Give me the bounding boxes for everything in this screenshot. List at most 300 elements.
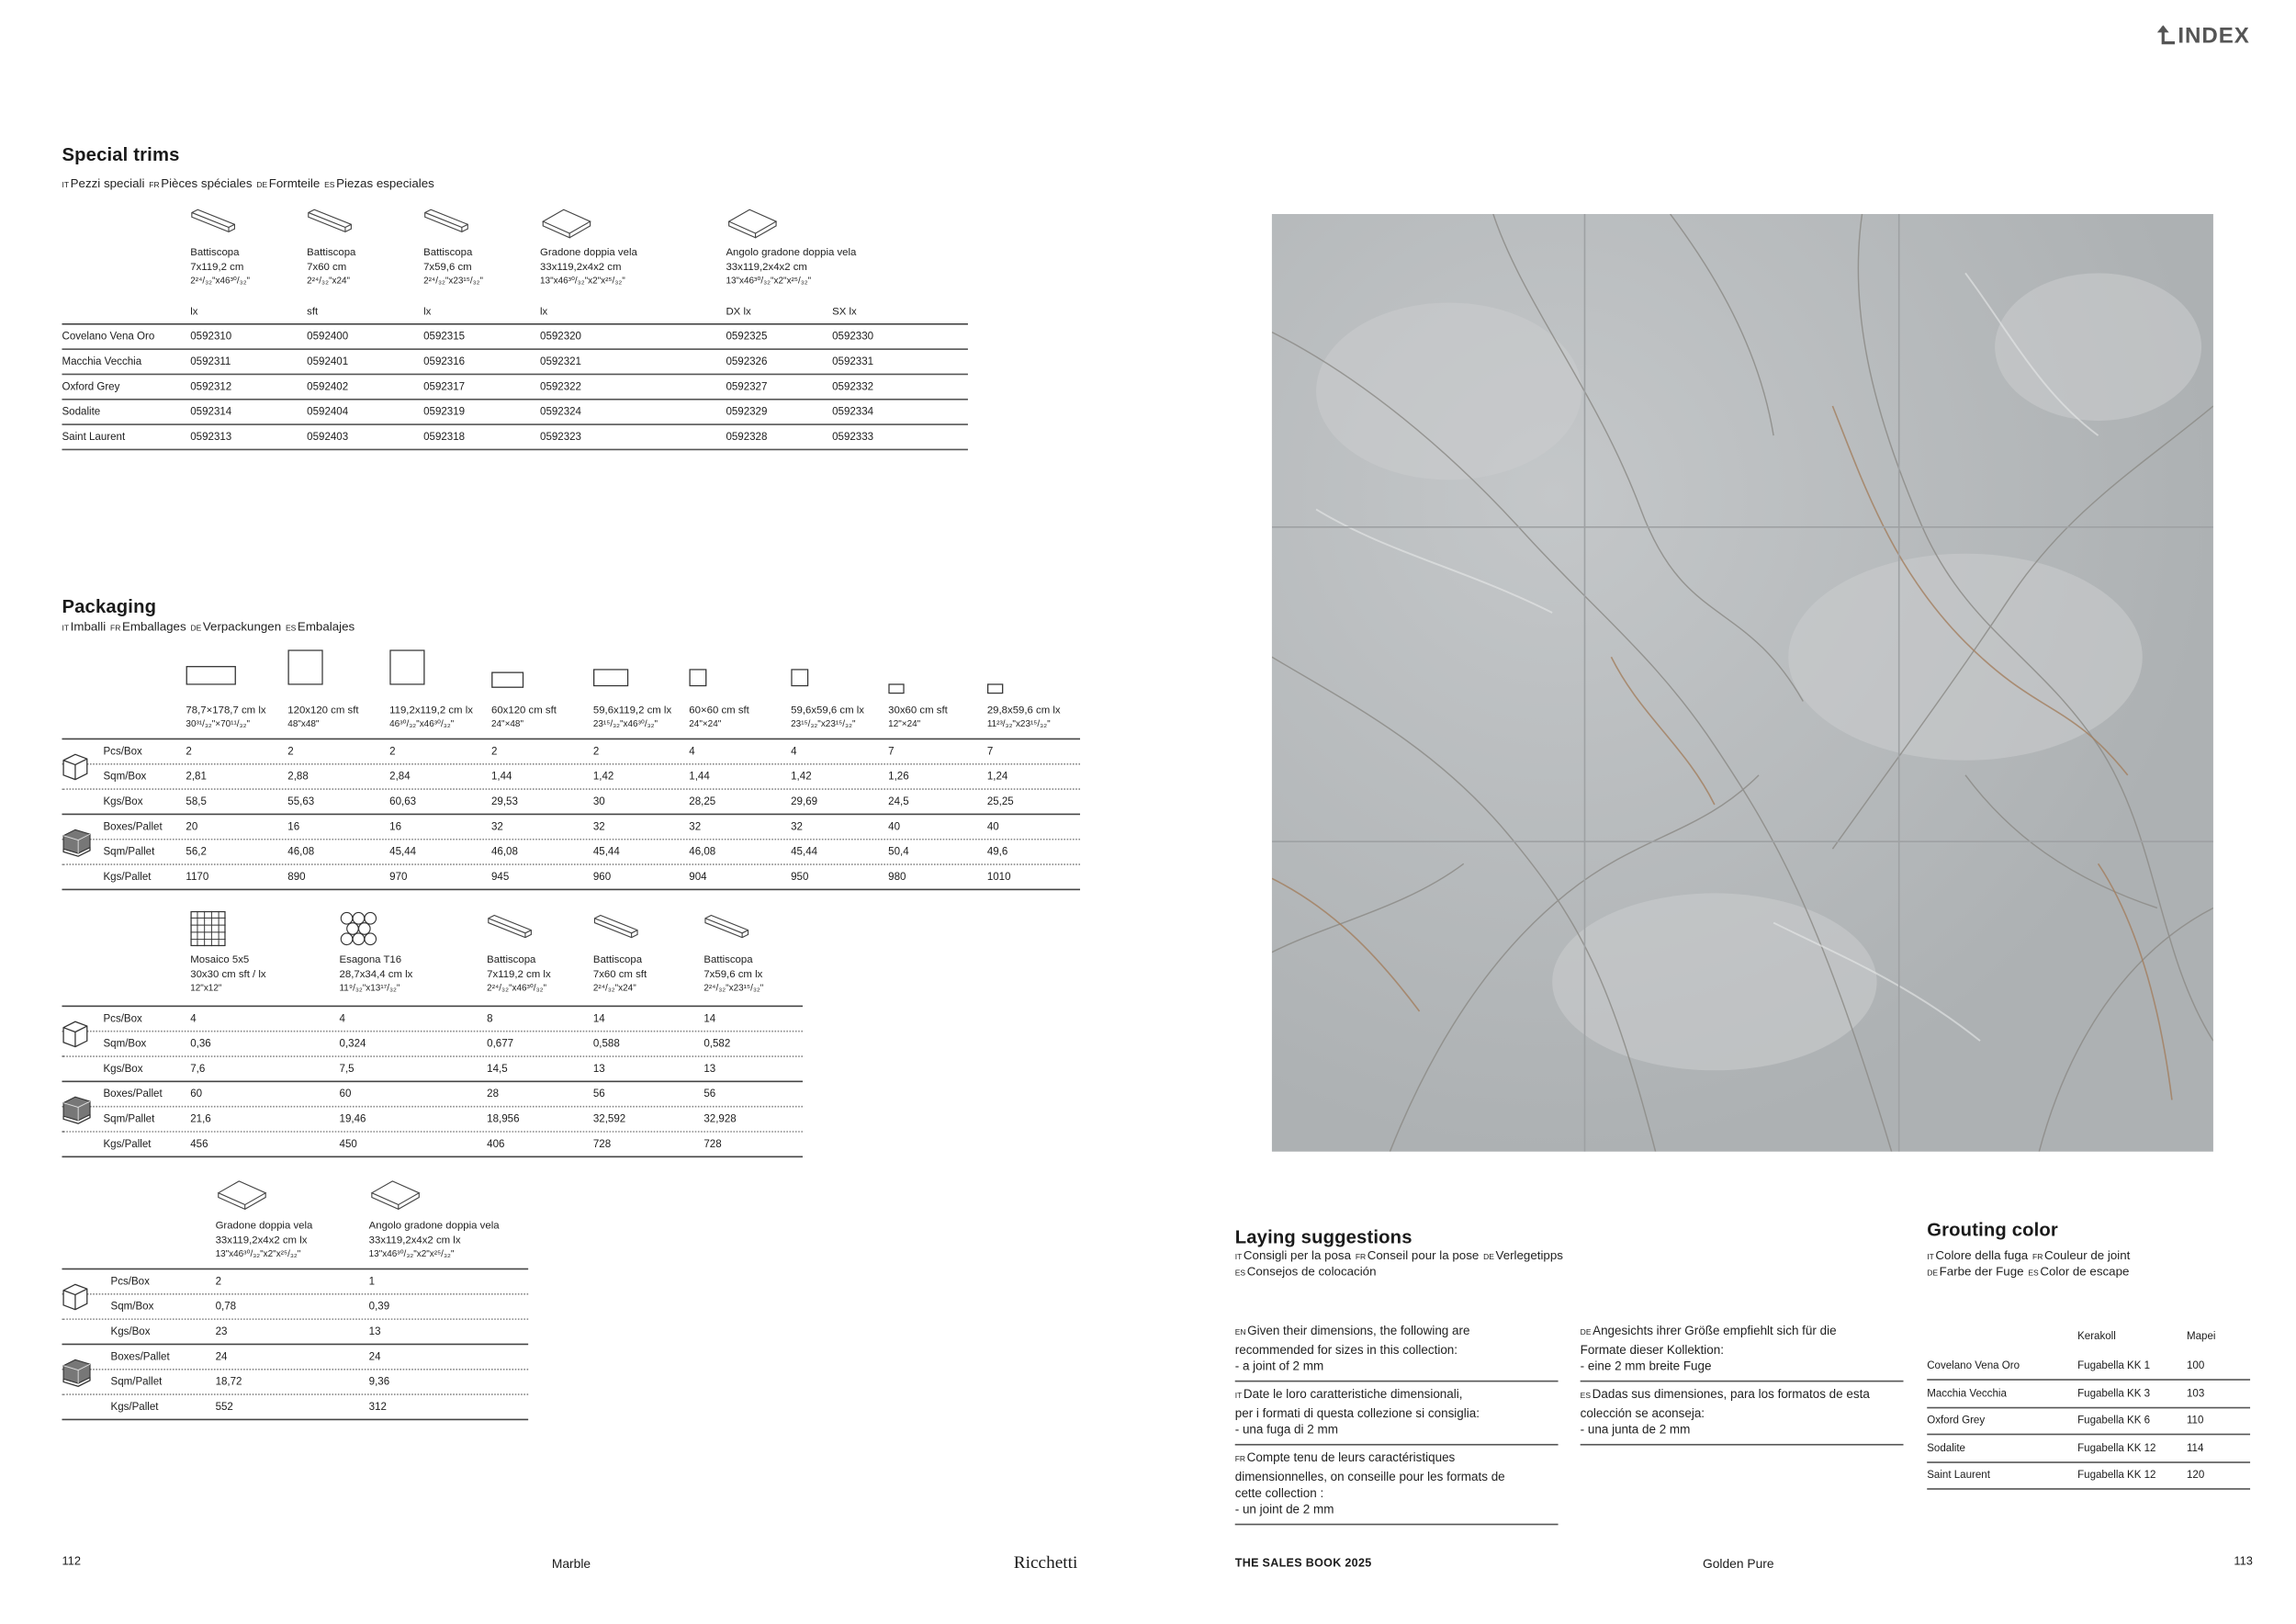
cell-value: 0,677: [487, 1036, 514, 1050]
box-icon: [62, 753, 88, 789]
laying-block: [1235, 1386, 1559, 1438]
trim-header: [307, 245, 355, 289]
row-label: Sqm/Pallet: [103, 844, 155, 858]
format-line: 29,8x59,6 cm lx: [986, 704, 1061, 716]
cell-value: 450: [339, 1136, 357, 1151]
cell-value: 8: [487, 1011, 493, 1025]
cell-value: 56,2: [186, 844, 207, 858]
laying-text: Compte tenu de leurs caractéristiques: [1246, 1449, 1456, 1465]
product-code: 0592316: [423, 354, 466, 368]
cell-value: 46,08: [689, 844, 716, 858]
table-rule: [62, 1156, 803, 1158]
trim-unit: sft: [307, 305, 319, 318]
laying-text: Angesichts ihrer Größe empfiehlt sich für die: [1593, 1323, 1837, 1338]
cell-value: 4: [339, 1011, 345, 1025]
grout-header: Mapei: [2186, 1328, 2216, 1343]
pallet-icon: [62, 829, 91, 865]
cell-value: 32: [490, 819, 503, 833]
step-icon: [726, 209, 779, 248]
format-line: 30x30 cm sft / lx: [190, 968, 266, 981]
format-line: 30x60 cm sft: [888, 704, 948, 716]
cell-value: 14: [592, 1011, 605, 1025]
cell-value: 7,6: [190, 1061, 206, 1076]
page-number-left: 112: [62, 1554, 81, 1568]
format-line: 120x120 cm sft: [287, 704, 359, 716]
row-label: Boxes/Pallet: [103, 1086, 163, 1100]
language-code: IT: [62, 624, 70, 634]
cell-value: 904: [689, 869, 707, 884]
trim-icon: [190, 209, 237, 242]
marble-texture: [1272, 214, 2213, 1152]
format-line: 2²⁴/₃₂"x23¹⁵/₃₂": [703, 983, 764, 994]
format-line: 46³⁰/₃₂"x46³⁰/₃₂": [389, 718, 455, 730]
trim-unit: lx: [190, 305, 198, 318]
page-number-right: 113: [2234, 1554, 2253, 1568]
grout-row: [1927, 1461, 2250, 1488]
trim-size-in: 13"x46³⁰/₃₂"x2"x²⁵/₃₂": [540, 276, 625, 287]
subtitle-text: Verlegetipps: [1495, 1247, 1563, 1263]
trim-name: Gradone doppia vela: [540, 246, 637, 259]
product-code: 0592334: [832, 404, 874, 418]
format-line: 23¹⁵/₃₂"x23¹⁵/₃₂": [791, 718, 856, 730]
product-code: 0592403: [307, 429, 349, 444]
cell-value: 56: [592, 1086, 605, 1100]
row-label: Macchia Vecchia: [62, 354, 142, 368]
trim-icon: [487, 914, 534, 948]
subtitle-text: Color de escape: [2040, 1263, 2130, 1279]
subtitle-text: Embalajes: [297, 618, 355, 634]
product-code: 0592325: [726, 329, 768, 343]
cell-value: 2,84: [389, 769, 411, 783]
cell-value: 29,69: [791, 794, 818, 808]
row-label: Pcs/Box: [103, 1011, 142, 1025]
row-label: Sqm/Box: [103, 1036, 147, 1050]
marble-surface-photo: [1272, 214, 2213, 1152]
row-label: Sqm/Pallet: [103, 1111, 155, 1125]
laying-rule: [1235, 1524, 1559, 1526]
format-line: Angolo gradone doppia vela: [368, 1219, 500, 1232]
row-label: Kgs/Pallet: [110, 1399, 159, 1414]
step-icon: [540, 209, 593, 248]
laying-line: [1235, 1502, 1559, 1518]
cell-value: 970: [389, 869, 408, 884]
cell-value: 16: [287, 819, 300, 833]
cell-value: 13: [368, 1324, 381, 1338]
laying-text: per i formati di questa collezione si consiglia:: [1234, 1405, 1480, 1421]
product-code: 0592329: [726, 404, 768, 418]
laying-line: [1581, 1405, 1904, 1422]
table-row: [62, 739, 1080, 763]
row-label: Kgs/Pallet: [103, 869, 152, 884]
grout-name: Saint Laurent: [1927, 1467, 1990, 1482]
cell-value: 45,44: [592, 844, 620, 858]
tile-format-icon: [791, 667, 808, 694]
format-line: Battiscopa: [592, 953, 643, 966]
trim-header: [726, 245, 856, 289]
cell-value: 1,42: [592, 769, 614, 783]
format-line: 24"×24": [689, 718, 722, 730]
language-code: DE: [1927, 1269, 1939, 1279]
cell-value: 13: [592, 1061, 605, 1076]
format-line: 78,7×178,7 cm lx: [186, 704, 266, 716]
language-code: DE: [190, 624, 202, 634]
trim-unit: SX lx: [832, 305, 857, 318]
language-code: DE: [1580, 1328, 1592, 1338]
packaging-subtitle: [62, 618, 355, 633]
trim-unit: lx: [540, 305, 548, 318]
tile-format-icon: [186, 666, 236, 693]
tile-format-icon: [689, 667, 706, 694]
grout-name: Covelano Vena Oro: [1927, 1358, 2020, 1372]
cell-value: 32: [689, 819, 702, 833]
cell-value: 46,08: [490, 844, 518, 858]
cell-value: 23: [215, 1324, 228, 1338]
format-header: [703, 953, 763, 997]
trim-header: [540, 245, 637, 289]
laying-rule: [1235, 1381, 1559, 1382]
laying-line: [1581, 1386, 1904, 1405]
trim-name: Battiscopa: [307, 246, 356, 259]
row-label: Sqm/Box: [110, 1299, 154, 1313]
laying-line: [1235, 1359, 1559, 1375]
mosaic-icon: [190, 911, 226, 954]
grout-kerakoll: Fugabella KK 12: [2077, 1439, 2156, 1454]
product-code: 0592311: [190, 354, 231, 368]
step-icon: [216, 1179, 269, 1219]
row-label: Kgs/Box: [103, 1061, 143, 1076]
laying-subtitle-1: [1235, 1247, 1563, 1262]
language-code: ES: [1234, 1269, 1246, 1279]
row-label: Sqm/Pallet: [110, 1374, 163, 1388]
language-code: DE: [1483, 1253, 1494, 1263]
format-header: [216, 1218, 313, 1262]
table-row: [62, 1131, 803, 1156]
cell-value: 13: [703, 1061, 716, 1076]
laying-subtitle-2: [1235, 1264, 1377, 1279]
cell-value: 14: [703, 1011, 716, 1025]
product-code: 0592313: [190, 429, 232, 444]
cell-value: 0,78: [215, 1299, 237, 1313]
cell-value: 60: [339, 1086, 352, 1100]
language-code: ES: [1580, 1392, 1592, 1402]
grout-name: Oxford Grey: [1927, 1413, 1986, 1427]
laying-line: [1235, 1485, 1559, 1502]
laying-text: - a joint of 2 mm: [1234, 1358, 1324, 1373]
format-line: 2²⁴/₃₂"x46³⁰/₃₂": [487, 983, 547, 994]
trim-header: [423, 245, 483, 289]
subtitle-text: Pièces spéciales: [161, 175, 253, 191]
language-code: ES: [285, 624, 297, 634]
pallet-icon: [62, 1359, 91, 1395]
box-icon: [62, 1021, 88, 1056]
cell-value: 14,5: [487, 1061, 508, 1076]
cell-value: 32: [592, 819, 605, 833]
cell-value: 1,26: [888, 769, 909, 783]
language-code: DE: [256, 181, 268, 191]
laying-rule: [1581, 1381, 1904, 1382]
laying-text: - una junta de 2 mm: [1580, 1421, 1691, 1437]
cell-value: 9,36: [368, 1374, 390, 1388]
grout-mapei: 110: [2186, 1413, 2204, 1427]
grout-row: [1927, 1434, 2250, 1460]
cell-value: 40: [986, 819, 999, 833]
format-header: [987, 703, 1061, 732]
format-header: [487, 953, 550, 997]
laying-text: recommended for sizes in this collection:: [1234, 1342, 1458, 1358]
product-code: 0592333: [832, 429, 874, 444]
format-line: 13"x46³⁰/₃₂"x2"x²⁵/₃₂": [215, 1248, 301, 1260]
tile-format-icon: [287, 649, 323, 693]
laying-block: [1235, 1323, 1559, 1374]
laying-line: [1235, 1449, 1559, 1469]
cell-value: 32,592: [592, 1111, 626, 1125]
cell-value: 7: [986, 744, 994, 758]
row-label: Boxes/Pallet: [110, 1349, 170, 1363]
table-rule: [62, 889, 1080, 891]
grout-name: Macchia Vecchia: [1927, 1385, 2007, 1399]
product-code: 0592331: [832, 354, 874, 368]
cell-value: 2: [215, 1274, 221, 1288]
laying-block: [1235, 1449, 1559, 1517]
laying-text: Given their dimensions, the following are: [1247, 1323, 1470, 1338]
row-label: Pcs/Box: [103, 744, 142, 758]
table-row: [62, 323, 967, 348]
trim-size-cm: 7x59,6 cm: [423, 261, 472, 274]
grouting-subtitle-2: [1927, 1264, 2129, 1279]
grout-name: Sodalite: [1927, 1439, 1965, 1454]
cell-value: 29,53: [490, 794, 518, 808]
format-line: 24"×48": [490, 718, 523, 730]
pallet-icon: [62, 1096, 91, 1133]
cell-value: 2: [389, 744, 396, 758]
cell-value: 1170: [186, 869, 209, 884]
format-line: 60×60 cm sft: [689, 704, 749, 716]
format-header: [689, 703, 749, 732]
cell-value: 2,81: [186, 769, 207, 783]
cell-value: 24,5: [888, 794, 909, 808]
product-code: 0592320: [540, 329, 581, 343]
laying-rule: [1235, 1444, 1559, 1446]
format-line: 11²³/₃₂"x23¹⁵/₃₂": [986, 718, 1051, 730]
table-rule: [1927, 1488, 2250, 1490]
index-arrow-icon: [2157, 25, 2175, 47]
format-header: [369, 1218, 500, 1262]
table-row: [62, 399, 967, 423]
product-code: 0592400: [307, 329, 349, 343]
subtitle-text: Verpackungen: [202, 618, 282, 634]
cell-value: 2: [592, 744, 600, 758]
trim-name: Battiscopa: [423, 246, 473, 259]
subtitle-text: Couleur de joint: [2043, 1247, 2131, 1263]
tile-format-icon: [389, 649, 425, 693]
laying-text: cette collection :: [1234, 1484, 1324, 1501]
trim-name: Angolo gradone doppia vela: [726, 246, 857, 259]
language-code: FR: [110, 624, 121, 634]
grout-header: Kerakoll: [2077, 1328, 2116, 1343]
laying-line: [1581, 1422, 1904, 1438]
cell-value: 0,588: [592, 1036, 620, 1050]
format-line: 119,2x119,2 cm lx: [389, 704, 473, 716]
trim-icon: [307, 209, 354, 242]
row-label: Oxford Grey: [62, 379, 120, 393]
table-row: [62, 1393, 528, 1418]
subtitle-text: Pezzi speciali: [70, 175, 145, 191]
laying-text: - eine 2 mm breite Fuge: [1580, 1358, 1712, 1373]
subtitle-text: Imballi: [70, 618, 107, 634]
cell-value: 980: [888, 869, 906, 884]
cell-value: 2,88: [287, 769, 309, 783]
trim-size-in: 13"x46³⁰/₃₂"x2"x²⁵/₃₂": [726, 276, 812, 287]
cell-value: 60,63: [389, 794, 417, 808]
table-row: [62, 1055, 803, 1080]
cell-value: 45,44: [389, 844, 417, 858]
cell-value: 25,25: [986, 794, 1014, 808]
format-line: 13"x46³⁰/₃₂"x2"x²⁵/₃₂": [368, 1248, 455, 1260]
format-line: 48"x48": [287, 718, 320, 730]
cell-value: 0,324: [339, 1036, 366, 1050]
trim-size-cm: 7x119,2 cm: [190, 261, 244, 274]
cell-value: 950: [791, 869, 809, 884]
trim-unit: DX lx: [726, 305, 751, 318]
trim-unit: lx: [423, 305, 432, 318]
cell-value: 58,5: [186, 794, 207, 808]
subtitle-text: Formteile: [268, 175, 321, 191]
subtitle-text: Emballages: [121, 618, 186, 634]
step-icon: [369, 1179, 422, 1219]
cell-value: 2: [490, 744, 498, 758]
laying-block: [1581, 1323, 1904, 1374]
index-label: INDEX: [2178, 22, 2250, 49]
trim-size-in: 2²⁴/₃₂"x24": [307, 276, 351, 287]
cell-value: 56: [703, 1086, 716, 1100]
special-trims-table: [62, 207, 967, 457]
format-header: [287, 703, 358, 732]
cell-value: 24: [215, 1349, 228, 1363]
cell-value: 1: [368, 1274, 376, 1288]
cell-value: 4: [791, 744, 797, 758]
format-line: Esagona T16: [339, 953, 402, 966]
cell-value: 18,72: [215, 1374, 242, 1388]
format-header: [791, 703, 864, 732]
language-code: IT: [1234, 1392, 1243, 1402]
format-line: 59,6x119,2 cm lx: [592, 704, 672, 716]
cell-value: 46,08: [287, 844, 315, 858]
product-code: 0592324: [540, 404, 581, 418]
format-line: 28,7x34,4 cm lx: [339, 968, 413, 981]
row-label: Pcs/Box: [110, 1274, 150, 1288]
cell-value: 728: [703, 1136, 722, 1151]
grout-row: [1927, 1380, 2250, 1406]
format-line: 7x59,6 cm lx: [703, 968, 763, 981]
trim-name: Battiscopa: [190, 246, 240, 259]
laying-block: [1581, 1386, 1904, 1438]
product-code: 0592332: [832, 379, 874, 393]
cell-value: 0,36: [190, 1036, 211, 1050]
cell-value: 45,44: [791, 844, 818, 858]
format-line: Gradone doppia vela: [215, 1219, 313, 1232]
product-code: 0592401: [307, 354, 349, 368]
product-code: 0592327: [726, 379, 768, 393]
laying-line: [1235, 1405, 1559, 1422]
cell-value: 30: [592, 794, 605, 808]
format-line: 12"×24": [888, 718, 921, 730]
subtitle-text: Farbe der Fuge: [1939, 1263, 2024, 1279]
footer-book-title: THE SALES BOOK 2025: [1234, 1556, 1372, 1570]
format-line: Battiscopa: [487, 953, 536, 966]
product-code: 0592322: [540, 379, 581, 393]
cell-value: 24: [368, 1349, 381, 1363]
product-code: 0592328: [726, 429, 768, 444]
format-header: [491, 703, 557, 732]
format-line: 30³¹/₃₂"×70¹¹/₃₂": [186, 718, 250, 730]
product-code: 0592317: [423, 379, 466, 393]
box-icon: [62, 1283, 88, 1319]
grout-mapei: 114: [2186, 1439, 2204, 1454]
footer-collection: Golden Pure: [1703, 1556, 1774, 1572]
format-line: 59,6x59,6 cm lx: [791, 704, 864, 716]
grouting-subtitle-1: [1927, 1247, 2130, 1262]
language-code: ES: [324, 181, 335, 191]
packaging-table-3: [62, 1175, 528, 1423]
index-link[interactable]: [2157, 21, 2250, 51]
product-code: 0592312: [190, 379, 232, 393]
table-row: [62, 1344, 528, 1369]
trim-icon: [703, 914, 750, 948]
format-line: Mosaico 5x5: [190, 953, 250, 966]
format-line: 33x119,2x4x2 cm lx: [215, 1234, 308, 1246]
trim-size-cm: 33x119,2x4x2 cm: [540, 261, 622, 274]
product-code: 0592323: [540, 429, 581, 444]
laying-title: Laying suggestions: [1234, 1226, 1412, 1248]
format-line: 7x60 cm sft: [592, 968, 647, 981]
product-code: 0592318: [423, 429, 466, 444]
row-label: Covelano Vena Oro: [62, 329, 155, 343]
grout-mapei: 120: [2186, 1467, 2205, 1482]
cell-value: 406: [487, 1136, 505, 1151]
tile-format-icon: [491, 669, 523, 695]
cell-value: 28,25: [689, 794, 716, 808]
format-header: [190, 953, 265, 997]
table-row: [62, 348, 967, 373]
cell-value: 50,4: [888, 844, 909, 858]
trim-icon: [423, 209, 470, 242]
format-header: [593, 703, 671, 732]
row-label: Boxes/Pallet: [103, 819, 163, 833]
trim-header: [190, 245, 250, 289]
table-row: [62, 1269, 528, 1293]
table-row: [62, 374, 967, 399]
cell-value: 16: [389, 819, 401, 833]
cell-value: 60: [190, 1086, 203, 1100]
table-row: [62, 1106, 803, 1131]
grout-row: [1927, 1352, 2250, 1379]
cell-value: 49,6: [986, 844, 1008, 858]
packaging-table-2: [62, 908, 803, 1156]
table-row: [62, 1369, 528, 1393]
trim-size-in: 2²⁴/₃₂"x46³⁰/₃₂": [190, 276, 251, 287]
table-rule: [62, 449, 967, 451]
cell-value: 890: [287, 869, 306, 884]
language-code: EN: [1234, 1328, 1246, 1338]
table-row: [62, 1031, 803, 1055]
format-line: 23¹⁵/₃₂"x46³⁰/₃₂": [592, 718, 658, 730]
laying-line: [1581, 1342, 1904, 1359]
product-code: 0592315: [423, 329, 466, 343]
row-label: Saint Laurent: [62, 429, 126, 444]
table-row: [62, 1293, 528, 1318]
special-trims-subtitle: [62, 175, 433, 190]
row-label: Sqm/Box: [103, 769, 147, 783]
